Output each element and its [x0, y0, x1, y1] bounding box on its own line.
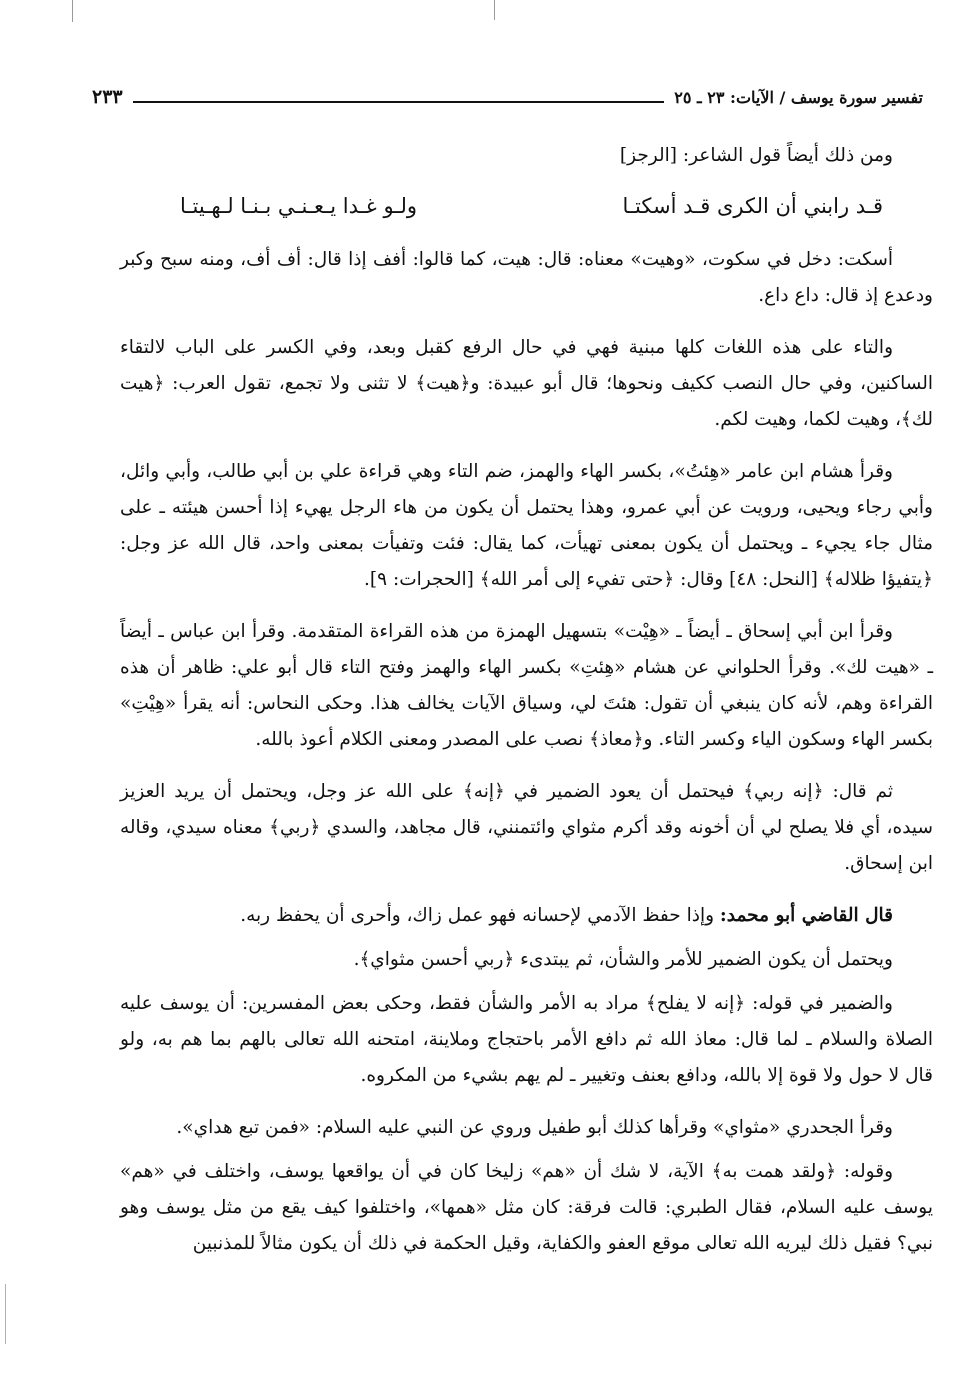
- verse-second-hemistich: ولـو غـدا يـعـنـي بـنـا لـهـيتـا: [180, 194, 417, 218]
- paragraph: وقرأ الجحدري «مثواي» وقرأها كذلك أبو طفيل وروي عن النبي عليه السلام: «فمن تبع هداي».: [176, 1117, 893, 1138]
- scan-margin-mark: [5, 1284, 6, 1344]
- paragraph: والضمير في قوله: ﴿إنه لا يفلح﴾ مراد به الأمر والشأن فقط، وحكى بعض المفسرين: أن يوسف عليه الصلاة والسلام ـ لما قال: معاذ الله ثم دافع الأمر باحتجاج وملاينة، امتحنه الله تعالى بالهم بما هم به، ولو قال لا حول ولا قوة إلا بالله، ودافع بعنف وتغيير ـ لم يهم بشيء من المكروه.: [120, 993, 933, 1086]
- paragraph: وقوله: ﴿ولقد همت به﴾ الآية، لا شك أن «هم» زليخا كان في أن يواقعها يوسف، واختلف في «هم» يوسف عليه السلام، فقال الطبري: قالت فرقة: كان مثل «همها»، واختلفوا كيف يقع من مثل يوسف وهو نبي؟ فقيل ذلك ليريه الله تعالى موقع العفو والكفاية، وقيل الحكمة في ذلك أن يكون مثالاً للمذنبين: [120, 1161, 933, 1254]
- paragraph: ويحتمل أن يكون الضمير للأمر والشأن، ثم يبتدىء ﴿ربي أحسن مثواي﴾.: [353, 949, 893, 970]
- scan-margin-mark: [72, 0, 73, 22]
- paragraph: [120, 898, 933, 934]
- paragraph: والتاء على هذه اللغات كلها مبنية فهي في حال الرفع كقبل وبعد، وفي الكسر على الباب لالتقاء الساكنين، وفي حال النصب ككيف ونحوها؛ قال أبو عبيدة: و﴿هيت﴾ لا تثنى ولا تجمع، تقول العرب: ﴿هيت لك﴾، وهيت لكما، وهيت لكم.: [120, 337, 933, 430]
- paragraph: ثم قال: ﴿إنه ربي﴾ فيحتمل أن يعود الضمير في ﴿إنه﴾ على الله عز وجل، ويحتمل أن يريد العزيز سيده، أي فلا يصلح لي أن أخونه وقد أكرم مثواي وائتمنني، قال مجاهد، والسدي ﴿ربي﴾ معناه سيدي، وقاله ابن إسحاق.: [120, 781, 933, 874]
- paragraph: أسكت: دخل في سكوت، «وهيت» معناه: قال: هيت، كما قالوا: أفف إذا قال: أف أف، ومنه سبح وكبر ودعدع إذ قال: داع داع.: [120, 249, 933, 306]
- scan-margin-mark: [494, 0, 495, 20]
- verse-first-hemistich: قـد رابني أن الكرى قـد أسكتـا: [622, 194, 883, 218]
- header-rule: [133, 101, 665, 103]
- page-body: [120, 138, 933, 1278]
- page-header: [92, 82, 923, 112]
- paragraph: وقرأ هشام ابن عامر «هِئتُ»، بكسر الهاء والهمز، ضم التاء وهي قراءة علي بن أبي طالب، وأبي وائل، وأبي رجاء ويحيى، ورويت عن أبي عمرو، وهذا يحتمل أن يكون من هاء الرجل يهيء إذا أحسن هيئته ـ على مثال جاء يجيء ـ ويحتمل أن يكون بمعنى تهيأت، كما يقال: فئت وتفيأت بمعنى واحد، قال الله عز وجل: ﴿يتفيؤا ظلاله﴾ [النحل: ٤٨] وقال: ﴿حتى تفيء إلى أمر الله﴾ [الحجرات: ٩].: [120, 461, 933, 590]
- poem-verse: [120, 182, 933, 242]
- paragraph: ومن ذلك أيضاً قول الشاعر: [الرجز]: [619, 145, 893, 166]
- author-remark-label: قال القاضي أبو محمد:: [719, 905, 893, 926]
- page-number: ٢٣٣: [92, 86, 123, 108]
- author-remark-text: وإذا حفظ الآدمي لإحسانه فهو عمل زاك، وأحرى أن يحفظ ربه.: [240, 905, 720, 926]
- paragraph: وقرأ ابن أبي إسحاق ـ أيضاً ـ «هِيْت» بتسهيل الهمزة من هذه القراءة المتقدمة. وقرأ ابن عباس ـ أيضاً ـ «هيت لك». وقرأ الحلواني عن هشام «هِئتِ» بكسر الهاء والهمز وفتح التاء قال أبو علي: ظاهر أن هذه القراءة وهم، لأنه كان ينبغي أن تقول: هئتَ لي، وسياق الآيات يخالف هذا. وحكى النحاس: أنه يقرأ «هِيْتِ» بكسر الهاء وسكون الياء وكسر التاء. و﴿معاذ﴾ نصب على المصدر ومعنى الكلام أعوذ بالله.: [120, 621, 933, 750]
- running-title: تفسير سورة يوسف / الآيات: ٢٣ ـ ٢٥: [674, 87, 923, 107]
